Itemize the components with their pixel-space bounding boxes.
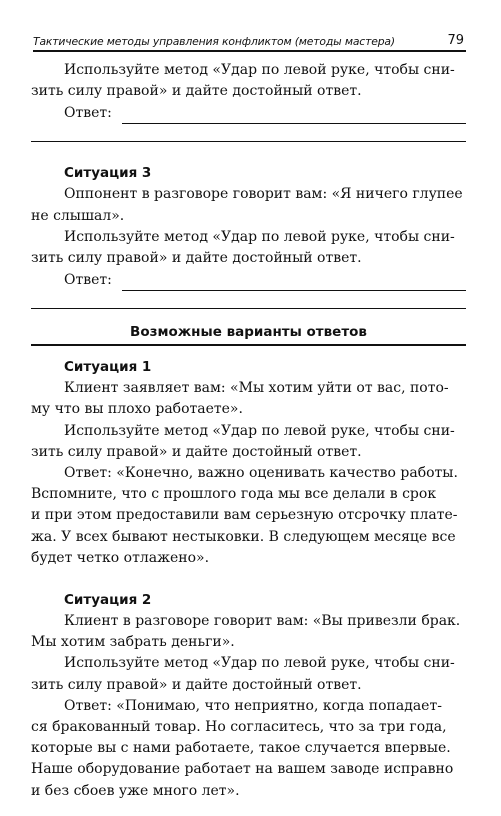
- answer-text-line: Ответ: «Понимаю, что неприятно, когда попадает-: [64, 697, 442, 714]
- statement-line: Клиент заявляет вам: «Мы хотим уйти от вас, пото-: [64, 380, 449, 397]
- statement-line: Клиент в разговоре говорит вам: «Вы привезли брак.: [64, 613, 461, 630]
- answer-text-line: которые вы с нами работаете, такое случается впервые.: [31, 740, 451, 757]
- running-header-title: Тактические методы управления конфликтом (методы мастера): [33, 35, 395, 48]
- page-number: 79: [447, 33, 464, 48]
- answer-text-line: жа. У всех бывают нестыковки. В следующем месяце все: [31, 528, 456, 545]
- instruction-line: Используйте метод «Удар по левой руке, чтобы сни-: [64, 655, 455, 672]
- answer-row: [64, 102, 466, 124]
- answer-row: [64, 269, 466, 291]
- instruction-line: зить силу правой» и дайте достойный ответ.: [31, 83, 362, 100]
- answer-text-line: Вспомните, что с прошлого года мы все делали в срок: [31, 486, 437, 503]
- instruction-line: Используйте метод «Удар по левой руке, чтобы сни-: [64, 422, 455, 439]
- answer-text-line: и при этом предоставили вам серьезную отсрочку плате-: [31, 507, 458, 524]
- instruction-line: зить силу правой» и дайте достойный ответ.: [31, 676, 362, 693]
- statement-line: му что вы плохо работаете».: [31, 401, 243, 418]
- block-instruction: [0, 60, 466, 102]
- answer-text-line: Наше оборудование работает на вашем заводе исправно: [31, 761, 454, 778]
- section-title: Возможные варианты ответов: [130, 324, 367, 341]
- situation-heading: Ситуация 1: [64, 359, 152, 376]
- statement-line: не слышал».: [31, 207, 125, 224]
- answer-label: Ответ:: [64, 272, 112, 289]
- situation-heading: Ситуация 2: [64, 592, 152, 609]
- instruction-line: Используйте метод «Удар по левой руке, чтобы сни-: [64, 228, 455, 245]
- answer-text-line: Ответ: «Конечно, важно оценивать качество работы.: [64, 465, 458, 482]
- instruction-line: Используйте метод «Удар по левой руке, чтобы сни-: [64, 62, 455, 78]
- answer-blank-line[interactable]: [31, 124, 466, 142]
- instruction-line: зить силу правой» и дайте достойный ответ.: [31, 250, 362, 267]
- instruction-line: зить силу правой» и дайте достойный ответ.: [31, 443, 362, 460]
- answer-text-line: будет четко отлажено».: [31, 549, 210, 566]
- answer-text-line: ся бракованный товар. Но согласитесь, что за три года,: [31, 719, 447, 736]
- statement-line: Мы хотим забрать деньги».: [31, 634, 235, 651]
- answer-blank-line[interactable]: [122, 275, 466, 291]
- statement-line: Оппонент в разговоре говорит вам: «Я ничего глупее: [64, 186, 463, 203]
- answer-blank-line[interactable]: [31, 291, 466, 309]
- answer-text-line: и без сбоев уже много лет».: [31, 782, 240, 799]
- answer-blank-line[interactable]: [122, 108, 466, 124]
- situation-heading: Ситуация 3: [64, 165, 152, 182]
- running-header: [33, 33, 464, 48]
- header-rule: [33, 50, 466, 52]
- answer-label: Ответ:: [64, 105, 112, 122]
- page-body: [31, 60, 466, 802]
